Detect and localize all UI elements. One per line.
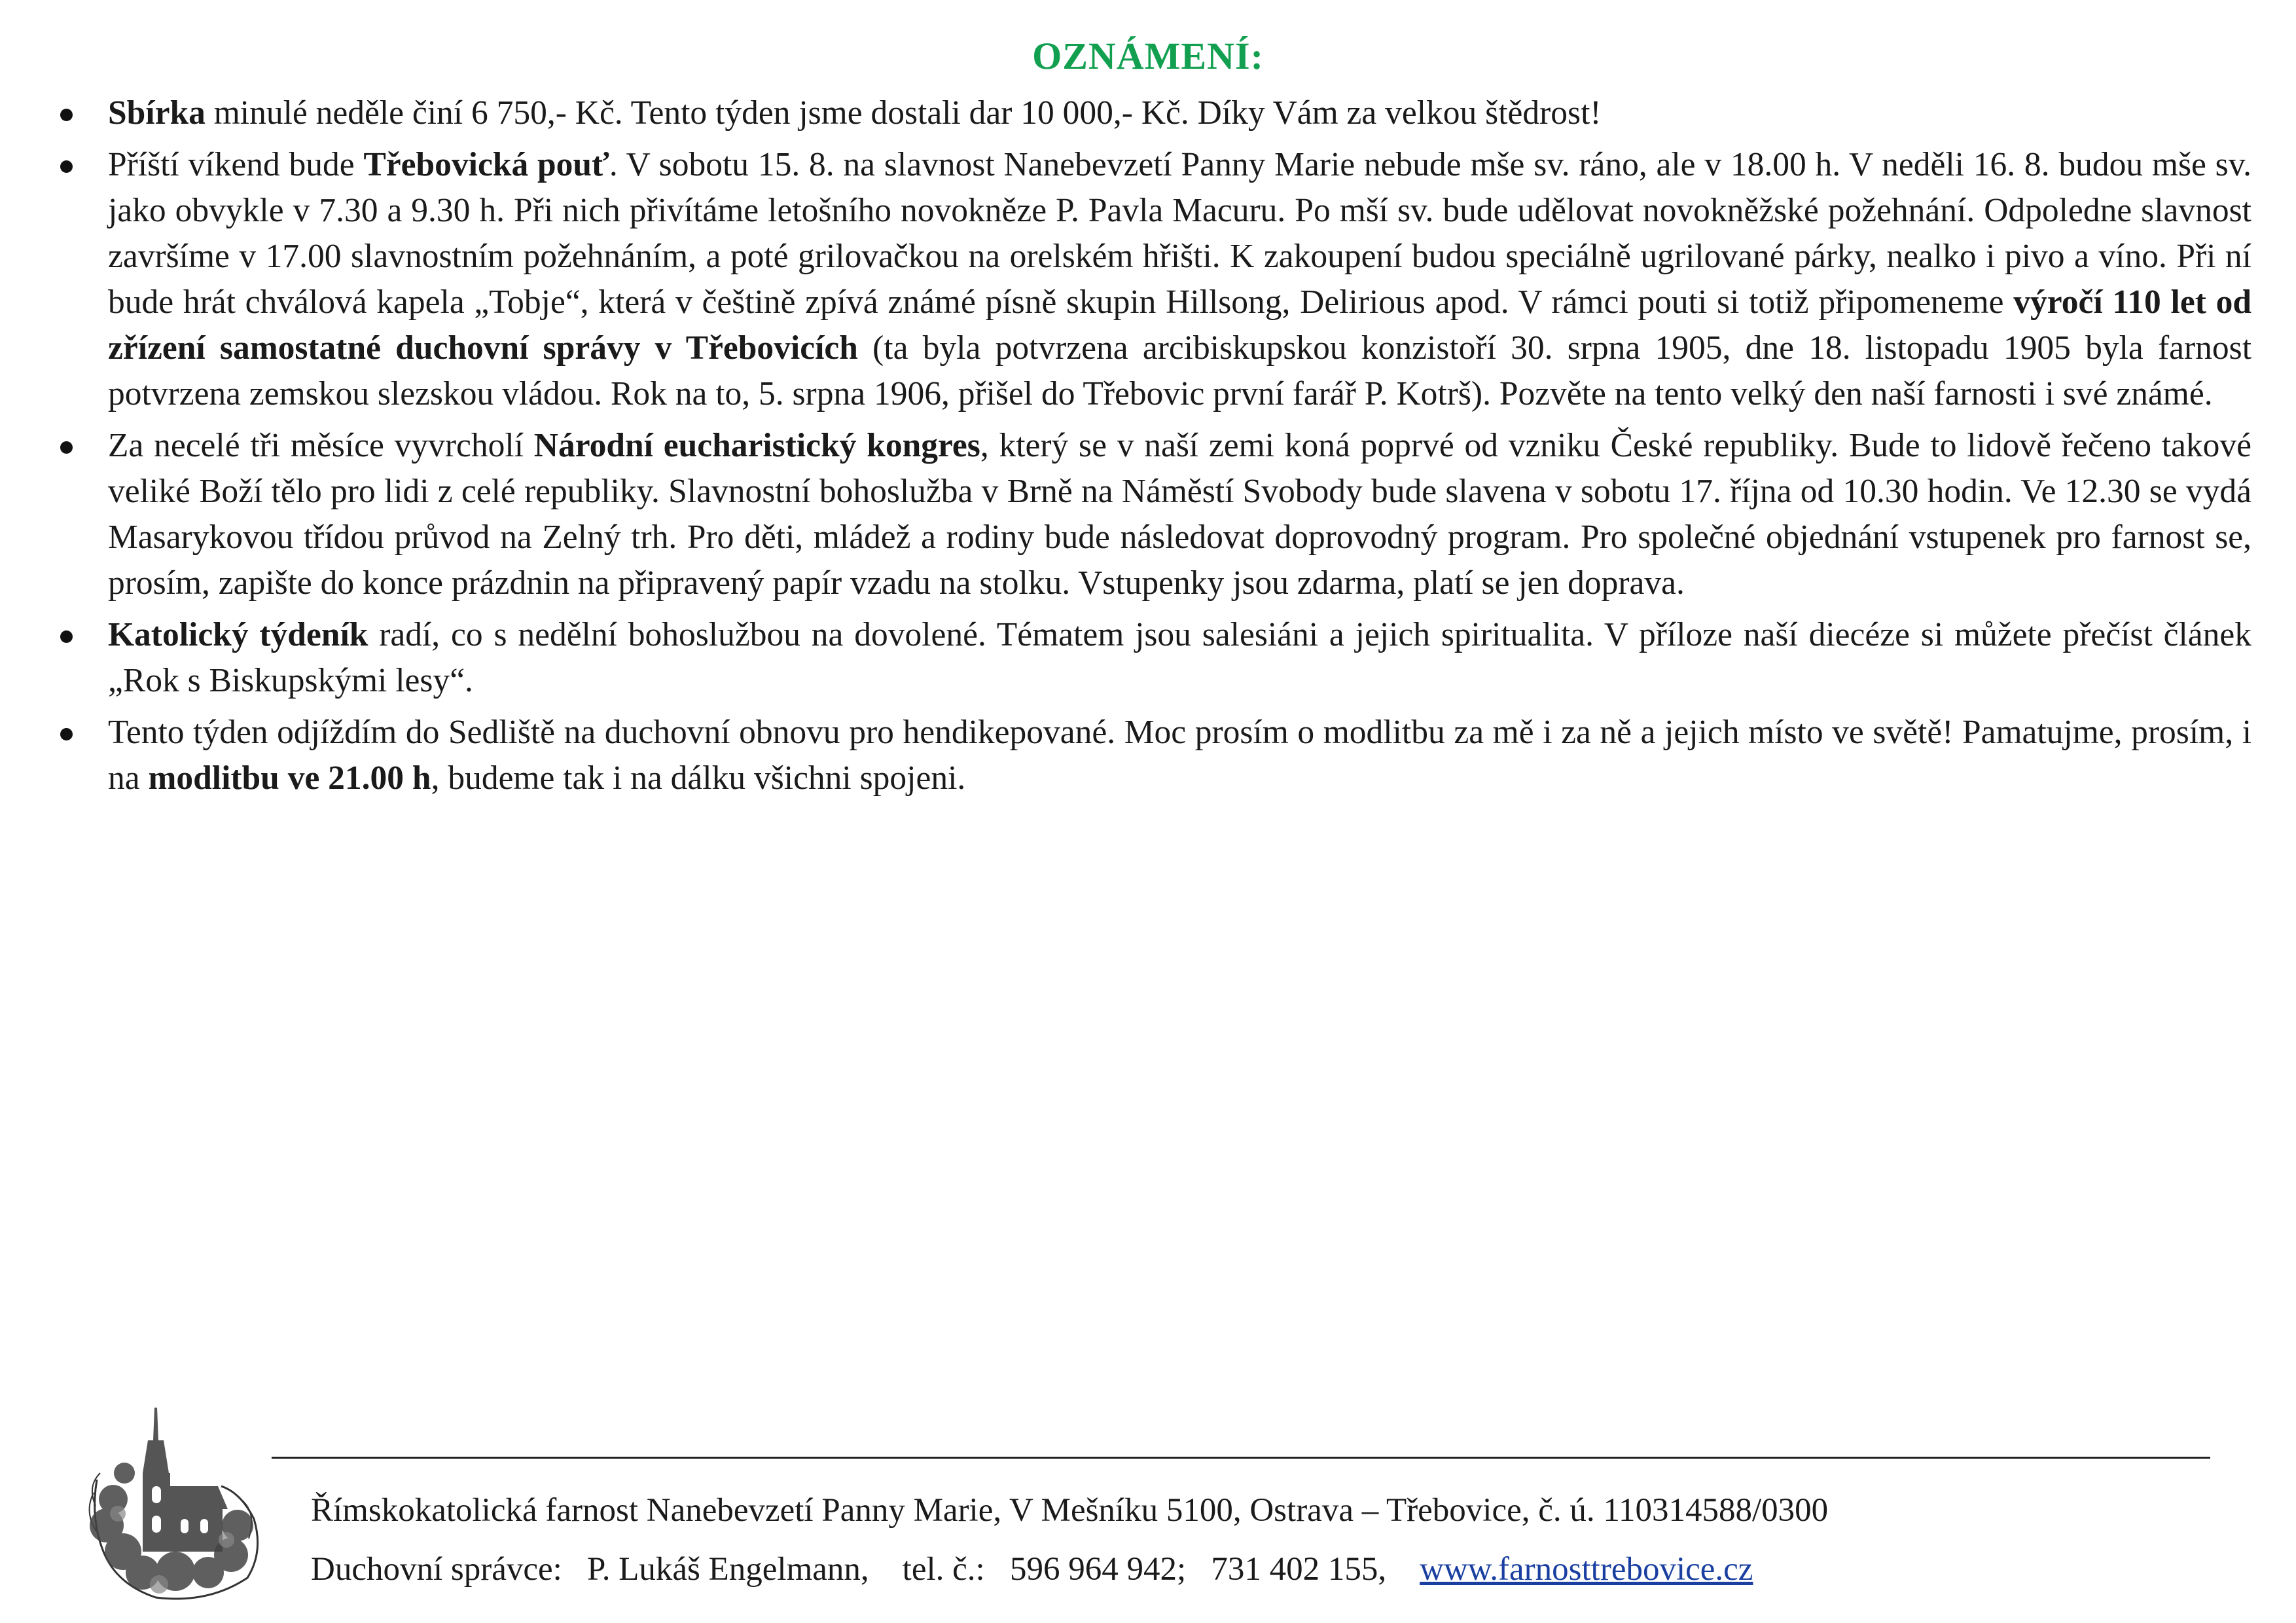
announcement-bold-text: Třebovická pouť (363, 146, 609, 183)
announcement-list (46, 90, 2251, 807)
bullet-icon (60, 109, 73, 121)
footer-website-link[interactable]: www.farnosttrebovice.cz (1420, 1551, 1753, 1588)
announcement-text: (ta byla potvrzena arcibiskupskou konzistoří 30. srpna 1905, dne 18. listopadu 1905 byla farnost potvrzena zemskou slezskou vládou. Rok na to, 5. srpna 1906, přišel do Třebovic první farář P. Kotrš). Pozvěte na tento velký den naší farnosti i své známé. (108, 329, 2251, 412)
footer-tel-label: tel. č.: (902, 1551, 985, 1588)
bullet-icon (60, 630, 73, 643)
announcement-item (46, 423, 2251, 606)
announcement-item (46, 90, 2251, 136)
announcement-bold-text: Katolický týdeník (108, 616, 368, 653)
page-title: OZNÁMENÍ: (1032, 35, 1264, 77)
footer-spravce-name: P. Lukáš Engelmann, (587, 1551, 869, 1588)
announcement-bold-text: výročí 110 let od zřízení samostatné duchovní správy v Třebovicích (108, 283, 2251, 367)
announcement-text: Příští víkend bude (108, 146, 364, 183)
announcement-bold-text: Sbírka (108, 94, 206, 132)
bullet-icon (60, 441, 73, 454)
announcement-bold-text: Národní eucharistický kongres (533, 427, 980, 464)
announcement-text: . V sobotu 15. 8. na slavnost Nanebevzetí Panny Marie nebude mše sv. ráno, ale v 18.00 h. V neděli 16. 8. budou mše sv. jako obvykle v 7.30 a 9.30 h. Při nich přivítáme letošního novokněze P. Pavla Macuru. Po mší sv. bude udělovat novokněžské požehnání. Odpoledne slavnost završíme v 17.00 slavnostním požehnáním, a poté grilovačkou na orelském hřišti. K zakoupení budou speciálně ugrilované párky, nealko i pivo a víno. Při ní bude hrát chválová kapela „Tobje“, která v češtině zpívá známé písně skupin Hillsong, Delirious apod. V rámci pouti si totiž připomeneme (108, 146, 2251, 321)
announcement-text: , budeme tak i na dálku všichni spojeni. (431, 759, 966, 797)
footer-divider (272, 1457, 2210, 1459)
announcement-bold-text: modlitbu ve 21.00 h (148, 759, 431, 797)
church-logo-icon (77, 1401, 267, 1611)
announcement-text: Za necelé tři měsíce vyvrcholí (108, 427, 534, 464)
announcement-item (46, 612, 2251, 704)
bullet-icon (60, 728, 73, 740)
bullet-icon (60, 160, 73, 173)
footer-tel-2: 731 402 155, (1211, 1551, 1387, 1588)
announcement-item (46, 142, 2251, 417)
announcement-text: Tento týden odjíždím do Sedliště na duchovní obnovu pro hendikepované. Moc prosím o modlitbu za mě i za ně a jejich místo ve světě! Pamatujme, prosím, i na (108, 714, 2251, 797)
announcement-text: minulé neděle činí 6 750,- Kč. Tento týden jsme dostali dar 10 000,- Kč. Díky Vám za velkou štědrost! (205, 94, 1602, 132)
footer-spravce-label: Duchovní správce: (311, 1551, 562, 1588)
footer-parish-info: Římskokatolická farnost Nanebevzetí Panny Marie, V Mešníku 5100, Ostrava – Třebovice, č. ú. 110314588/0300 (311, 1492, 1829, 1529)
announcement-text: , který se v naší zemi koná poprvé od vzniku České republiky. Bude to lidově řečeno takové veliké Boží tělo pro lidi z celé republiky. Slavnostní bohoslužba v Brně na Náměstí Svobody bude slavena v sobotu 17. října od 10.30 hodin. Ve 12.30 se vydá Masarykovou třídou průvod na Zelný trh. Pro děti, mládež a rodiny bude následovat doprovodný program. Pro společné objednání vstupenek pro farnost se, prosím, zapište do konce prázdnin na připravený papír vzadu na stolku. Vstupenky jsou zdarma, platí se jen doprava. (108, 427, 2252, 602)
footer-tel-1: 596 964 942; (1009, 1551, 1187, 1588)
announcement-item (46, 710, 2251, 801)
announcement-text: radí, co s nedělní bohoslužbou na dovolené. Tématem jsou salesiáni a jejich spiritualita. V příloze naší diecéze si můžete přečíst článek „Rok s Biskupskými lesy“. (108, 616, 2251, 699)
footer-contact (311, 1550, 1753, 1588)
